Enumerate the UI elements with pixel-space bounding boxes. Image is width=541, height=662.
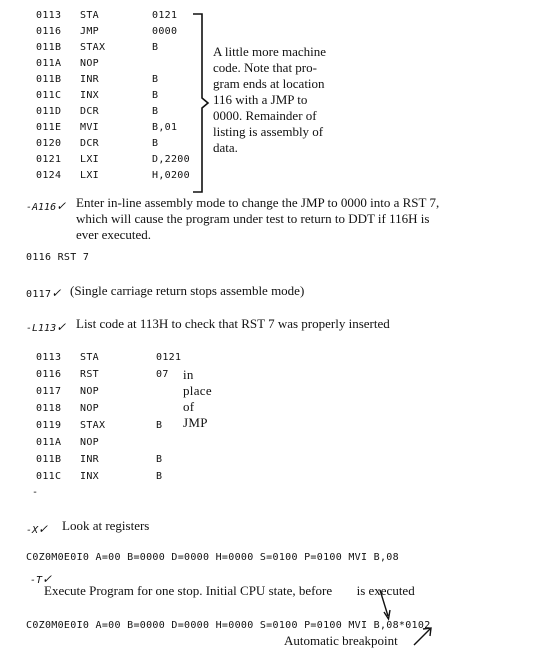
address: 0116 — [36, 369, 62, 380]
step-description — [76, 195, 439, 243]
opcode: NOP — [80, 403, 99, 414]
description-line: Enter in-line assembly mode to change the JMP to 0000 into a RST 7, — [76, 195, 440, 210]
description-line: which will cause the program under test to return to DDT if 116H is — [76, 211, 430, 226]
step-description — [44, 583, 415, 599]
address: 011A — [36, 437, 62, 448]
opcode: NOP — [80, 58, 99, 69]
opcode: STA — [80, 352, 99, 363]
command-text: -A116 — [26, 202, 57, 213]
assembled-line: 0116 RST 7 — [26, 252, 90, 263]
address: 0124 — [36, 170, 62, 181]
address: 011C — [36, 471, 62, 482]
operand: 0000 — [152, 26, 178, 37]
address: 0113 — [36, 10, 62, 21]
operand: B — [156, 420, 163, 431]
note-line: 116 with a JMP to — [213, 92, 308, 107]
operand: D,2200 — [152, 154, 190, 165]
annotation-label: Automatic breakpoint — [284, 633, 398, 648]
checkmark-icon: ✓ — [42, 572, 53, 586]
checkmark-icon: ✓ — [56, 320, 67, 334]
step-description: (Single carriage return stops assemble mode) — [70, 283, 305, 298]
operand: B — [152, 138, 159, 149]
register-dump: C0Z0M0E0I0 A=00 B=0000 D=0000 H=0000 S=0100 P=0100 MVI B,08 — [26, 552, 399, 563]
opcode: INR — [80, 454, 99, 465]
opcode: LXI — [80, 154, 99, 165]
address: 0118 — [36, 403, 62, 414]
checkmark-icon: ✓ — [38, 522, 49, 536]
address: 011C — [36, 90, 62, 101]
step-description: List code at 113H to check that RST 7 was properly inserted — [76, 316, 390, 331]
operand: B — [156, 454, 163, 465]
opcode: JMP — [80, 26, 99, 37]
note-line: code. Note that pro- — [213, 60, 317, 75]
opcode: STAX — [80, 420, 106, 431]
note-line: listing is assembly of — [213, 124, 324, 139]
note-line: A little more machine — [213, 44, 326, 59]
address: 0117 — [36, 386, 62, 397]
operand: 0121 — [152, 10, 178, 21]
opcode: INR — [80, 74, 99, 85]
register-dump: C0Z0M0E0I0 A=00 B=0000 D=0000 H=0000 S=0100 P=0100 MVI B,08*0102 — [26, 620, 431, 631]
address: 011D — [36, 106, 62, 117]
operand: H,0200 — [152, 170, 190, 181]
address: 011E — [36, 122, 62, 133]
opcode: NOP — [80, 437, 99, 448]
arrow-icon — [376, 588, 396, 622]
operand: 07 — [156, 369, 169, 380]
inline-note: in place of JMP — [183, 367, 212, 430]
operand: B — [152, 106, 159, 117]
opcode: RST — [80, 369, 99, 380]
step-description: Look at registers — [62, 518, 150, 533]
opcode: INX — [80, 90, 99, 101]
prompt: - — [32, 487, 39, 498]
address: 011B — [36, 454, 62, 465]
address: 0121 — [36, 154, 62, 165]
opcode: DCR — [80, 138, 99, 149]
description-line: ever executed. — [76, 227, 152, 242]
opcode: STA — [80, 10, 99, 21]
note-line: gram ends at location — [213, 76, 325, 91]
address: 011A — [36, 58, 62, 69]
checkmark-icon: ✓ — [51, 286, 62, 300]
address: 0120 — [36, 138, 62, 149]
opcode: STAX — [80, 42, 106, 53]
address: 0116 — [36, 26, 62, 37]
command-text: -X — [26, 525, 39, 536]
description-part: is executed — [356, 583, 415, 598]
address: 011B — [36, 42, 62, 53]
command-text: -T — [30, 575, 43, 586]
opcode: INX — [80, 471, 99, 482]
operand: B — [152, 42, 159, 53]
address: 011B — [36, 74, 62, 85]
description-part: Execute Program for one stop. Initial CPU state, before — [44, 583, 333, 598]
command-x — [26, 520, 48, 538]
operand: B — [152, 74, 159, 85]
note-line: data. — [213, 140, 238, 155]
note-line: 0000. Remainder of — [213, 108, 317, 123]
bracket — [190, 12, 210, 194]
address: 0113 — [36, 352, 62, 363]
listing-note — [213, 44, 326, 156]
operand: B — [156, 471, 163, 482]
arrow-icon — [412, 624, 436, 648]
operand: B,01 — [152, 122, 178, 133]
command-a116 — [26, 197, 66, 215]
opcode: DCR — [80, 106, 99, 117]
opcode: MVI — [80, 122, 99, 133]
address: 0119 — [36, 420, 62, 431]
command-text: -L113 — [26, 323, 57, 334]
command-0117 — [26, 284, 61, 302]
opcode: LXI — [80, 170, 99, 181]
operand: 0121 — [156, 352, 182, 363]
checkmark-icon: ✓ — [56, 199, 67, 213]
command-l113 — [26, 318, 66, 336]
opcode: NOP — [80, 386, 99, 397]
command-text: 0117 — [26, 289, 52, 300]
operand: B — [152, 90, 159, 101]
